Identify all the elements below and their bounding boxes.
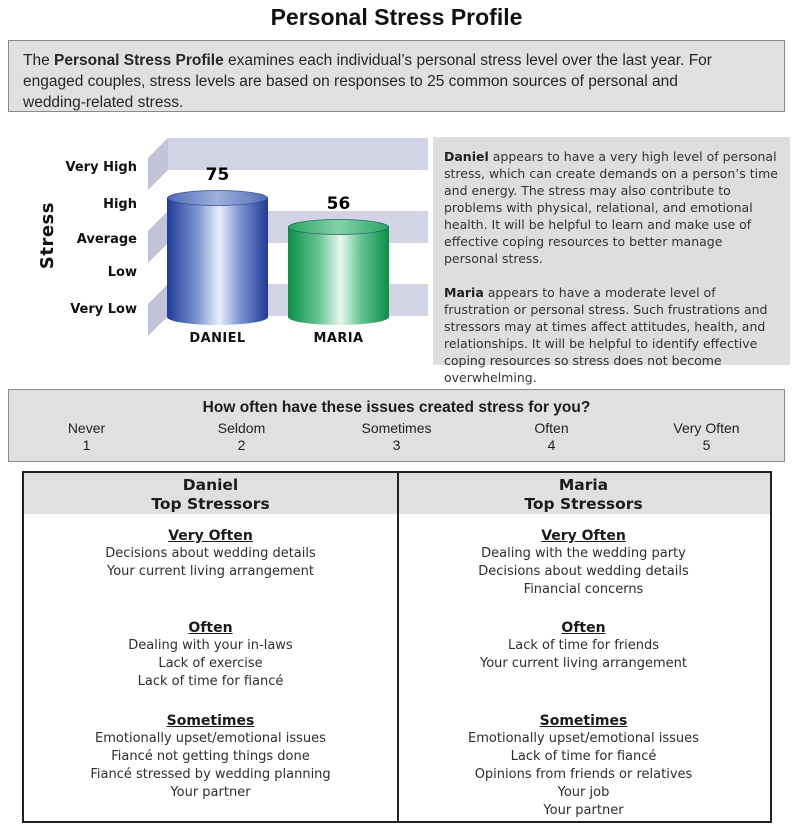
stressor-item: Emotionally upset/emotional issues [95,731,326,746]
scale-question: How often have these issues created stress for you? [202,399,591,416]
stressor-item: Your partner [170,785,251,800]
scale-option-label: Seldom [217,420,266,436]
stressor-item: Your current living arrangement [107,564,314,579]
daniel-column-header: Daniel Top Stressors [151,476,270,513]
stressor-item: Dealing with your in-laws [128,638,293,653]
scale-option-label: Very Often [673,420,740,436]
scale-option-value: 2 [237,437,246,453]
maria-column-header: Maria Top Stressors [524,476,643,513]
stressor-item: Decisions about wedding details [478,564,689,579]
y-tick-label: Very High [65,160,137,175]
daniel-interpretation: Daniel appears to have a very high level of personal stress, which can create demands on a person’s time and energy. The stress may also contribute to problems with physical, relational, and emotional health. It will be helpful to learn and make use of effective coping resources to better manage personal stress. [444,149,778,266]
bar-cylinder-top-maria [288,219,389,235]
stressor-group [397,527,770,599]
stressor-group [24,712,397,802]
stressor-item: Your job [557,785,610,800]
stress-chart [30,118,430,380]
scale-option-label: Never [67,420,106,436]
y-tick-label: Very Low [70,302,137,317]
intro-bold-term: Personal Stress Profile [54,52,224,69]
chart-grid-band-bevel [148,138,168,190]
bar-cylinder-daniel [167,198,268,317]
stressor-group [24,619,397,691]
scale-option [474,420,629,454]
intro-box [8,40,785,112]
bar-category-label: MARIA [313,331,364,346]
stressor-item: Opinions from friends or relatives [474,767,693,782]
stressor-item: Decisions about wedding details [105,546,316,561]
scale-option-value: 5 [702,437,711,453]
stressor-group-heading: Often [188,620,233,636]
scale-option-value: 3 [392,437,401,453]
scale-option-value: 1 [82,437,91,453]
stressor-item: Fiancé not getting things done [111,749,310,764]
bar-cylinder-maria [288,227,389,317]
scale-option-label: Often [534,420,569,436]
stressor-item: Dealing with the wedding party [481,546,686,561]
stressor-item: Lack of time for friends [508,638,659,653]
stressor-item: Your current living arrangement [480,656,687,671]
bar-category-label: DANIEL [189,331,246,346]
maria-interpretation: Maria appears to have a moderate level of frustration or personal stress. Such frustrations and stressors may at times affect attitudes, health, and relationships. It will be helpful to identify effective coping resources so stress does not become overwhelming. [444,285,768,385]
stressor-item: Emotionally upset/emotional issues [468,731,699,746]
stressor-group-heading: Very Often [168,528,253,544]
stressor-item: Lack of time for fiancé [137,674,284,689]
stressor-group-heading: Often [561,620,606,636]
scale-box [8,389,785,462]
stressor-table [22,471,772,823]
bar-cylinder-top-daniel [167,190,268,206]
scale-options-row [9,420,784,454]
y-tick-label: Low [107,265,137,280]
chart-grid-band-bevel [148,284,168,336]
scale-option [9,420,164,454]
page-title: Personal Stress Profile [270,4,523,30]
scale-option [319,420,474,454]
interpretation-panel [433,137,790,385]
stressor-item: Your partner [543,803,624,818]
stressor-group [24,527,397,581]
stressor-item: Lack of time for fiancé [510,749,657,764]
stressor-item: Lack of exercise [158,656,263,671]
scale-option [629,420,784,454]
y-tick-label: High [103,197,137,212]
intro-text: The Personal Stress Profile examines each individual’s personal stress level over the last year. For engaged couples, stress levels are based on responses to 25 common sources of personal and wedding-related stress. [23,52,712,111]
stressor-group-heading: Sometimes [539,713,628,729]
scale-option [164,420,319,454]
stressor-group-heading: Sometimes [166,713,255,729]
stressor-group [397,619,770,673]
bar-value-label: 56 [326,194,351,214]
stressor-group [397,712,770,820]
chart-y-axis-title: Stress [37,202,58,270]
stressor-item: Financial concerns [523,582,644,597]
stressor-group-heading: Very Often [541,528,626,544]
bar-value-label: 75 [205,165,230,185]
y-tick-label: Average [76,232,137,247]
scale-option-value: 4 [547,437,556,453]
stressor-item: Fiancé stressed by wedding planning [90,767,331,782]
chart-grid-band-bevel [148,211,168,263]
scale-option-label: Sometimes [361,420,432,436]
